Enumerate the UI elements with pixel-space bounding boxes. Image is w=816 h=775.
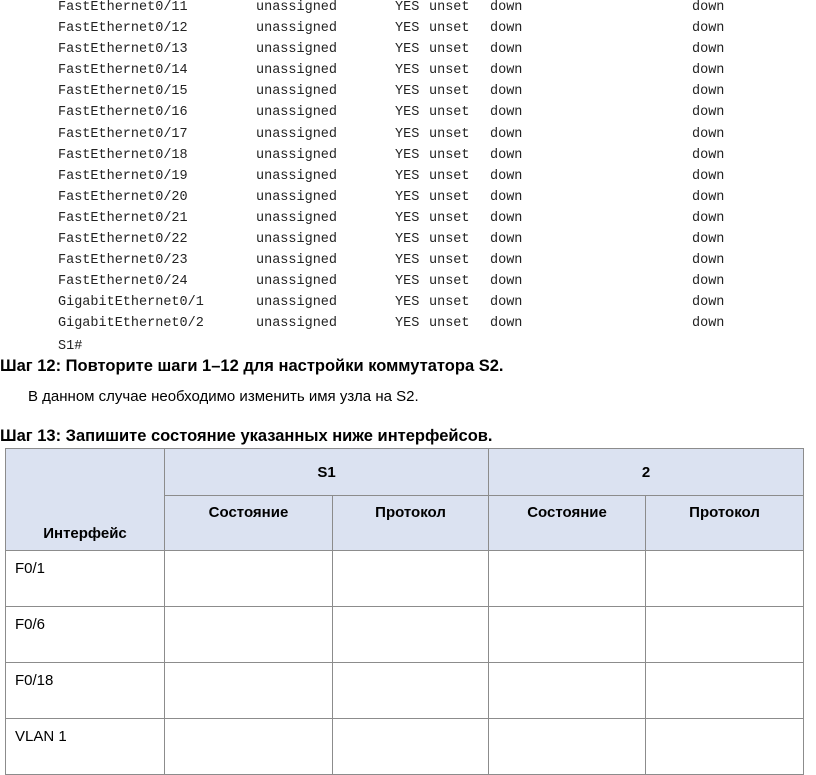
cli-interface: GigabitEthernet0/1 — [58, 295, 204, 311]
cli-ok: YES — [395, 147, 420, 163]
cli-ok: YES — [395, 253, 420, 269]
table-row — [6, 607, 804, 663]
s1-state-cell[interactable] — [165, 663, 333, 719]
cli-ip-address: unassigned — [256, 253, 338, 269]
cli-protocol: down — [692, 253, 725, 269]
table-row — [6, 551, 804, 607]
cli-protocol: down — [692, 168, 725, 184]
cli-interface: FastEthernet0/22 — [58, 232, 188, 248]
cli-method: unset — [429, 232, 470, 248]
cli-ok: YES — [395, 42, 420, 58]
cli-method: unset — [429, 295, 470, 311]
cli-status: down — [490, 147, 523, 163]
cli-method: unset — [429, 168, 470, 184]
cli-ip-address: unassigned — [256, 147, 338, 163]
s2-protocol-header: Протокол — [646, 496, 804, 551]
cli-protocol: down — [692, 274, 725, 290]
s2-state-cell[interactable] — [489, 719, 646, 775]
cli-status: down — [490, 42, 523, 58]
interface-status-table — [5, 448, 804, 775]
cli-ok: YES — [395, 295, 420, 311]
s2-group-header: 2 — [489, 449, 804, 496]
cli-protocol: down — [692, 295, 725, 311]
cli-ok: YES — [395, 105, 420, 121]
cli-status: down — [490, 232, 523, 248]
row-interface-label: F0/6 — [6, 607, 165, 663]
cli-protocol: down — [692, 126, 725, 142]
s1-protocol-cell[interactable] — [333, 719, 489, 775]
cli-status: down — [490, 210, 523, 226]
row-interface-label: F0/18 — [6, 663, 165, 719]
s2-protocol-cell[interactable] — [646, 663, 804, 719]
cli-ok: YES — [395, 0, 420, 15]
s1-protocol-cell[interactable] — [333, 607, 489, 663]
cli-method: unset — [429, 126, 470, 142]
cli-ok: YES — [395, 232, 420, 248]
cli-interface: FastEthernet0/23 — [58, 253, 188, 269]
cli-ip-address: unassigned — [256, 0, 338, 15]
cli-method: unset — [429, 210, 470, 226]
cli-method: unset — [429, 63, 470, 79]
cli-ip-address: unassigned — [256, 42, 338, 58]
cli-ok: YES — [395, 168, 420, 184]
s1-state-header: Состояние — [165, 496, 333, 551]
cli-method: unset — [429, 84, 470, 100]
cli-protocol: down — [692, 84, 725, 100]
cli-ok: YES — [395, 189, 420, 205]
cli-method: unset — [429, 189, 470, 205]
s2-protocol-cell[interactable] — [646, 551, 804, 607]
cli-ip-address: unassigned — [256, 316, 338, 332]
cli-protocol: down — [692, 210, 725, 226]
cli-protocol: down — [692, 189, 725, 205]
cli-protocol: down — [692, 63, 725, 79]
cli-protocol: down — [692, 0, 725, 15]
s2-state-cell[interactable] — [489, 607, 646, 663]
cli-ip-address: unassigned — [256, 295, 338, 311]
s2-protocol-cell[interactable] — [646, 607, 804, 663]
cli-status: down — [490, 295, 523, 311]
cli-ok: YES — [395, 274, 420, 290]
cli-ok: YES — [395, 21, 420, 37]
cli-status: down — [490, 84, 523, 100]
interface-column-header: Интерфейс — [6, 449, 165, 551]
cli-protocol: down — [692, 316, 725, 332]
cli-interface: FastEthernet0/24 — [58, 274, 188, 290]
step12-note: В данном случае необходимо изменить имя узла на S2. — [28, 388, 419, 405]
cli-method: unset — [429, 42, 470, 58]
cli-ip-address: unassigned — [256, 232, 338, 248]
cli-ok: YES — [395, 316, 420, 332]
cli-ok: YES — [395, 84, 420, 100]
cli-interface: FastEthernet0/11 — [58, 0, 188, 15]
cli-method: unset — [429, 274, 470, 290]
cli-protocol: down — [692, 42, 725, 58]
cli-interface: FastEthernet0/18 — [58, 147, 188, 163]
cli-ok: YES — [395, 63, 420, 79]
cli-interface: GigabitEthernet0/2 — [58, 316, 204, 332]
cli-interface: FastEthernet0/14 — [58, 63, 188, 79]
cli-protocol: down — [692, 232, 725, 248]
cli-ip-address: unassigned — [256, 210, 338, 226]
cli-status: down — [490, 63, 523, 79]
cli-ip-address: unassigned — [256, 21, 338, 37]
cli-status: down — [490, 0, 523, 15]
cli-interface: FastEthernet0/16 — [58, 105, 188, 121]
cli-method: unset — [429, 0, 470, 15]
cli-ip-address: unassigned — [256, 63, 338, 79]
cli-status: down — [490, 126, 523, 142]
s2-state-cell[interactable] — [489, 551, 646, 607]
cli-prompt: S1# — [58, 339, 83, 354]
cli-status: down — [490, 168, 523, 184]
s1-state-cell[interactable] — [165, 719, 333, 775]
cli-ok: YES — [395, 126, 420, 142]
cli-status: down — [490, 21, 523, 37]
cli-ip-address: unassigned — [256, 168, 338, 184]
cli-method: unset — [429, 316, 470, 332]
cli-ok: YES — [395, 210, 420, 226]
cli-ip-address: unassigned — [256, 126, 338, 142]
cli-method: unset — [429, 253, 470, 269]
s1-protocol-cell[interactable] — [333, 663, 489, 719]
cli-method: unset — [429, 147, 470, 163]
row-interface-label: F0/1 — [6, 551, 165, 607]
cli-status: down — [490, 189, 523, 205]
s2-protocol-cell[interactable] — [646, 719, 804, 775]
s1-group-header: S1 — [165, 449, 489, 496]
step13-heading: Шаг 13: Запишите состояние указанных ниже интерфейсов. — [0, 427, 493, 445]
cli-protocol: down — [692, 21, 725, 37]
s2-state-header: Состояние — [489, 496, 646, 551]
row-interface-label: VLAN 1 — [6, 719, 165, 775]
s1-protocol-header: Протокол — [333, 496, 489, 551]
cli-interface: FastEthernet0/17 — [58, 126, 188, 142]
cli-method: unset — [429, 21, 470, 37]
cli-protocol: down — [692, 105, 725, 121]
cli-protocol: down — [692, 147, 725, 163]
cli-ip-address: unassigned — [256, 189, 338, 205]
cli-interface: FastEthernet0/20 — [58, 189, 188, 205]
cli-method: unset — [429, 105, 470, 121]
cli-ip-address: unassigned — [256, 84, 338, 100]
table-row — [6, 719, 804, 775]
cli-ip-address: unassigned — [256, 105, 338, 121]
cli-status: down — [490, 316, 523, 332]
s1-state-cell[interactable] — [165, 551, 333, 607]
step12-heading: Шаг 12: Повторите шаги 1–12 для настройки коммутатора S2. — [0, 357, 504, 375]
s2-state-cell[interactable] — [489, 663, 646, 719]
cli-interface: FastEthernet0/13 — [58, 42, 188, 58]
cli-interface: FastEthernet0/21 — [58, 210, 188, 226]
cli-status: down — [490, 274, 523, 290]
cli-interface: FastEthernet0/15 — [58, 84, 188, 100]
table-row — [6, 663, 804, 719]
cli-interface: FastEthernet0/19 — [58, 168, 188, 184]
cli-interface: FastEthernet0/12 — [58, 21, 188, 37]
s1-protocol-cell[interactable] — [333, 551, 489, 607]
cli-status: down — [490, 105, 523, 121]
s1-state-cell[interactable] — [165, 607, 333, 663]
cli-status: down — [490, 253, 523, 269]
cli-ip-address: unassigned — [256, 274, 338, 290]
